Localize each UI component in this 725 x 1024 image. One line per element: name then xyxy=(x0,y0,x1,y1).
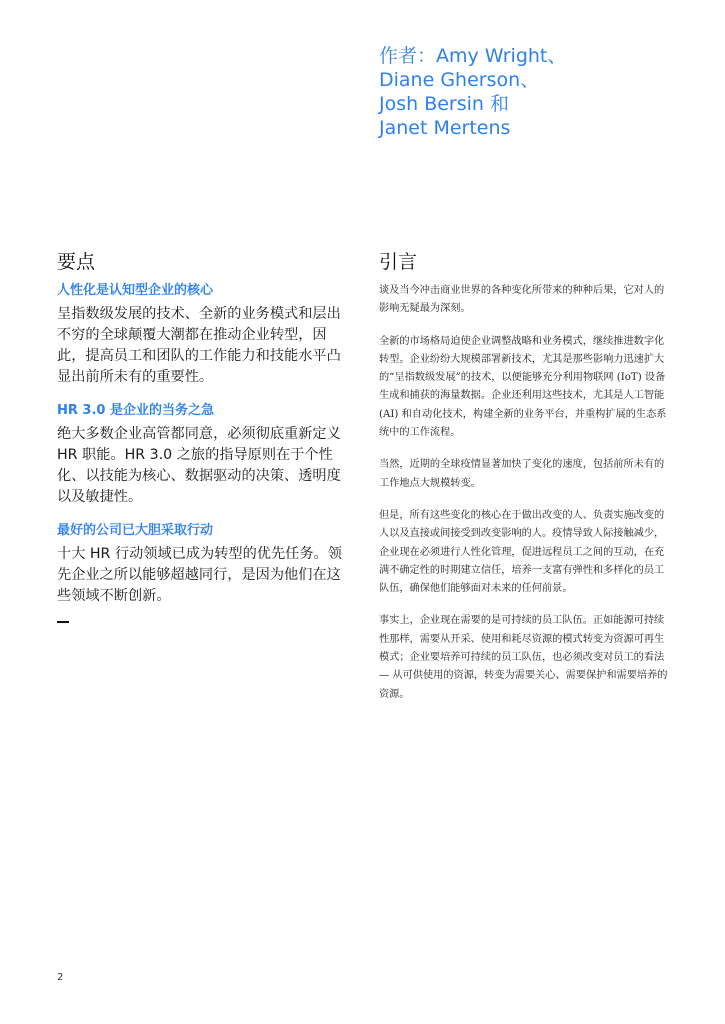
key-point-heading: HR 3.0 是企业的当务之急 xyxy=(57,403,214,418)
author-line: Janet Mertens xyxy=(379,117,511,139)
key-point-heading: 人性化是认知型企业的核心 xyxy=(57,283,214,298)
intro-paragraph: 全新的市场格局迫使企业调整战略和业务模式，继续推进数字化转型。企业纷纷大规模部署新技术，尤其是那些影响力迅速扩大的“呈指数级发展”的技术，以便能够充分利用物联网 (IoT) 设备生成和捕获的海量数据。企业还利用这些技术，尤其是人工智能 (AI) 和自动化技术，构建全新的业务平台，并重构扩展的生态系统中的工作流程。 xyxy=(379,335,667,439)
intro-paragraph: 事实上，企业现在需要的是可持续的员工队伍。正如能源可持续性那样，需要从开采、使用和耗尽资源的模式转变为资源可再生模式；企业要培养可持续的员工队伍，也必须改变对员工的看法 — 从可供使用的资源，转变为需要关心、需要保护和需要培养的资源。 xyxy=(379,615,668,700)
intro-paragraph: 当然，近期的全球疫情显著加快了变化的速度，包括前所未有的工作地点大规模转变。 xyxy=(379,459,665,489)
intro-section xyxy=(379,250,669,718)
key-point-body: 十大 HR 行动领域已成为转型的优先任务。领先企业之所以能够超越同行，是因为他们在这些领域不断创新。 xyxy=(57,546,342,604)
end-mark xyxy=(57,621,69,623)
key-point-heading: 最好的公司已大胆采取行动 xyxy=(57,523,214,538)
page-number: 2 xyxy=(57,972,64,983)
key-point-body: 呈指数级发展的技术、全新的业务模式和层出不穷的全球颠覆大潮都在推动企业转型，因此，提高员工和团队的工作能力和技能水平凸显出前所未有的重要性。 xyxy=(57,306,341,385)
author-line: 作者：Amy Wright、 xyxy=(379,45,567,67)
key-points-title: 要点 xyxy=(57,251,96,273)
intro-paragraph: 谈及当今冲击商业世界的各种变化所带来的种种后果，它对人的影响无疑最为深刻。 xyxy=(379,285,665,315)
author-block xyxy=(379,44,699,140)
intro-title: 引言 xyxy=(379,251,418,273)
author-line: Josh Bersin 和 xyxy=(379,93,510,115)
key-points-section xyxy=(57,250,347,623)
intro-paragraph: 但是，所有这些变化的核心在于做出改变的人、负责实施改变的人以及直接或间接受到改变影响的人。疫情导致人际接触减少，企业现在必须进行人性化管理，促进远程员工之间的互动，在充满不确定性的时期建立信任，培养一支富有弹性和多样化的员工队伍，确保他们能够面对未来的任何前景。 xyxy=(379,509,665,595)
key-point-body: 绝大多数企业高管都同意，必须彻底重新定义 HR 职能。HR 3.0 之旅的指导原则在于个性化、以技能为核心、数据驱动的决策、透明度以及敏捷性。 xyxy=(57,426,341,505)
author-line: Diane Gherson、 xyxy=(379,69,540,91)
